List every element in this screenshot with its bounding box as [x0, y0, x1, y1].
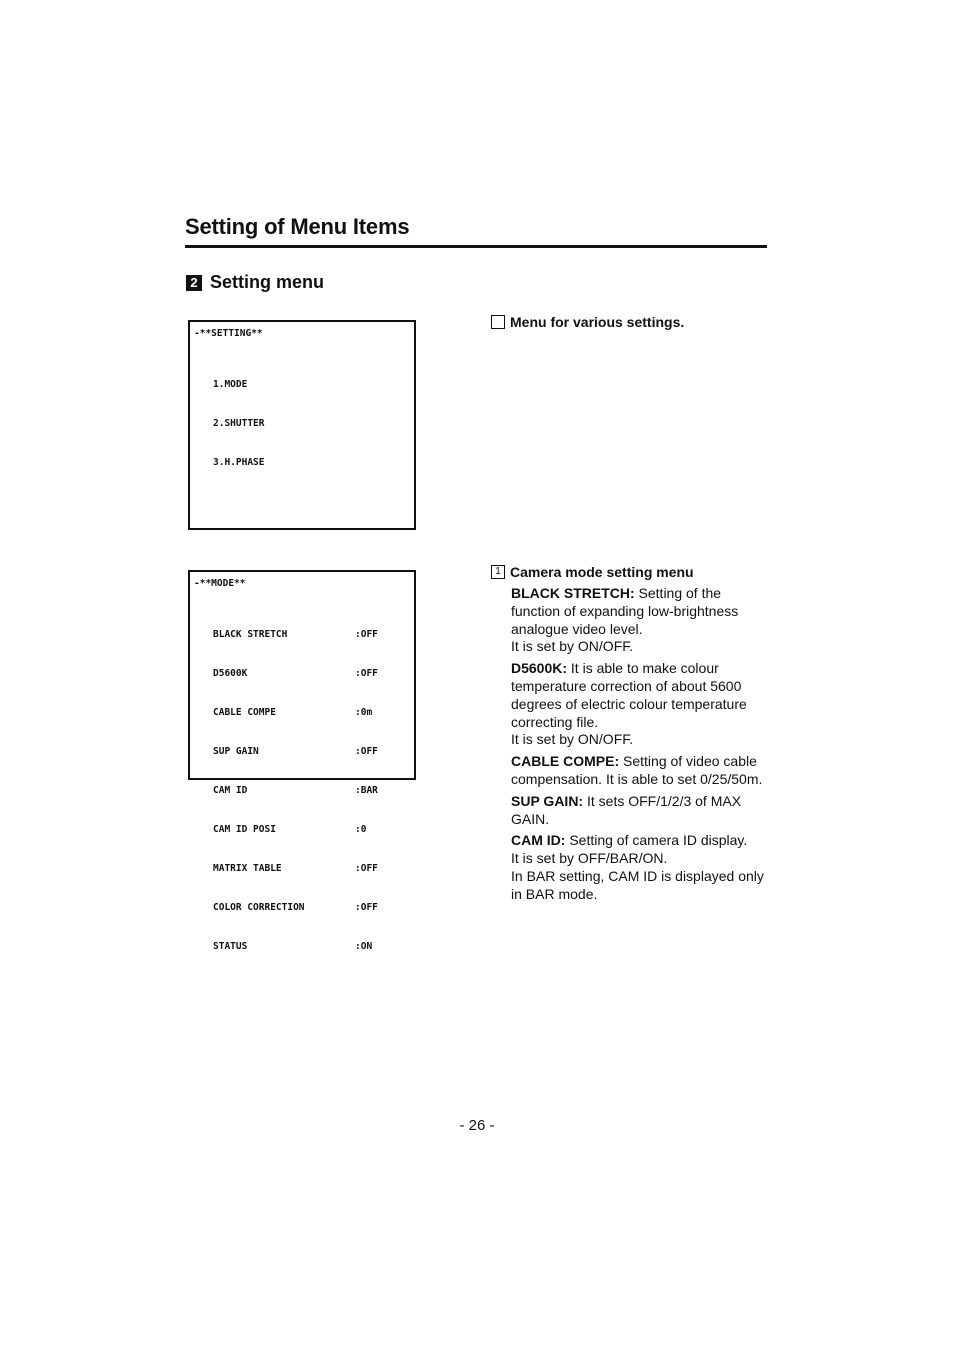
osd-setting-title: -**SETTING** — [194, 328, 263, 339]
osd-mode-list — [213, 602, 378, 979]
osd-mode-value: :BAR — [355, 785, 378, 796]
section-number-badge: 2 — [186, 275, 202, 291]
description-text: Setting of video cable compensation. It is able to set 0/25/50m. — [511, 753, 763, 787]
osd-mode-row — [213, 823, 378, 836]
description-term: BLACK STRETCH: — [511, 585, 635, 601]
description-cable-compe — [511, 753, 769, 789]
osd-mode-label: COLOR CORRECTION — [213, 902, 305, 913]
osd-mode-value: :ON — [355, 941, 373, 952]
description-text: It sets OFF/1/2/3 of MAX GAIN. — [511, 792, 742, 827]
osd-mode-value: :OFF — [355, 629, 378, 640]
description-text: It is set by ON/OFF. — [511, 731, 634, 748]
osd-mode-label: CABLE COMPE — [213, 707, 276, 718]
page-title: Setting of Menu Items — [185, 214, 410, 239]
description-term: CAM ID: — [511, 832, 566, 849]
description-cam-id — [511, 832, 769, 903]
osd-mode-row — [213, 901, 378, 914]
caption-mode — [491, 564, 694, 580]
mode-descriptions — [511, 585, 769, 908]
osd-setting-item: 2.SHUTTER — [213, 418, 265, 429]
empty-box-icon — [491, 315, 505, 329]
description-sup-gain — [511, 793, 769, 829]
section-heading — [186, 272, 324, 293]
caption-setting — [491, 314, 684, 330]
caption-setting-text: Menu for various settings. — [510, 314, 685, 330]
osd-mode-label: BLACK STRETCH — [213, 629, 288, 640]
osd-mode-row — [213, 940, 378, 953]
section-heading-text: Setting menu — [210, 272, 325, 292]
osd-mode-row — [213, 667, 378, 680]
osd-mode-row — [213, 706, 378, 719]
osd-mode-label: CAM ID — [213, 785, 248, 796]
osd-mode-row — [213, 745, 378, 758]
osd-mode-value: :OFF — [355, 863, 378, 874]
osd-setting-screen — [188, 320, 416, 530]
description-text: Setting of the function of expanding low-brightness analogue video level. — [511, 585, 739, 637]
osd-mode-value: :0m — [355, 707, 373, 718]
osd-mode-row — [213, 628, 378, 641]
osd-mode-value: :0 — [355, 824, 367, 835]
title-rule — [185, 245, 767, 248]
description-d5600k — [511, 660, 769, 749]
osd-mode-value: :OFF — [355, 668, 378, 679]
description-text: In BAR setting, CAM ID is displayed only in BAR mode. — [511, 867, 764, 902]
description-text: It is able to make colour temperature correction of about 5600 degrees of electric colour temperature correcting file. — [511, 660, 747, 730]
osd-mode-label: SUP GAIN — [213, 746, 259, 757]
page-number: - 26 - — [459, 1117, 495, 1134]
description-term: SUP GAIN: — [511, 792, 584, 809]
osd-mode-row — [213, 862, 378, 875]
description-term: D5600K: — [511, 660, 568, 677]
osd-mode-screen — [188, 570, 416, 952]
osd-mode-label: STATUS — [213, 941, 248, 952]
osd-mode-label: MATRIX TABLE — [213, 863, 282, 874]
osd-setting-item: 3.H.PHASE — [213, 457, 265, 468]
description-black-stretch — [511, 585, 769, 656]
description-text: Setting of camera ID display. — [569, 832, 748, 849]
description-text: It is set by OFF/BAR/ON. — [511, 850, 668, 867]
description-term: CABLE COMPE: — [511, 753, 620, 770]
osd-mode-title: -**MODE** — [194, 578, 246, 589]
osd-mode-label: D5600K — [213, 668, 248, 679]
osd-mode-label: CAM ID POSI — [213, 824, 276, 835]
caption-mode-number-badge: 1 — [491, 565, 505, 579]
osd-setting-list — [213, 352, 264, 495]
osd-mode-row — [213, 784, 378, 797]
osd-mode-value: :OFF — [355, 902, 378, 913]
osd-setting-item: 1.MODE — [213, 379, 248, 390]
osd-mode-value: :OFF — [355, 746, 378, 757]
caption-mode-text: Camera mode setting menu — [510, 564, 694, 580]
description-text: It is set by ON/OFF. — [511, 638, 634, 655]
